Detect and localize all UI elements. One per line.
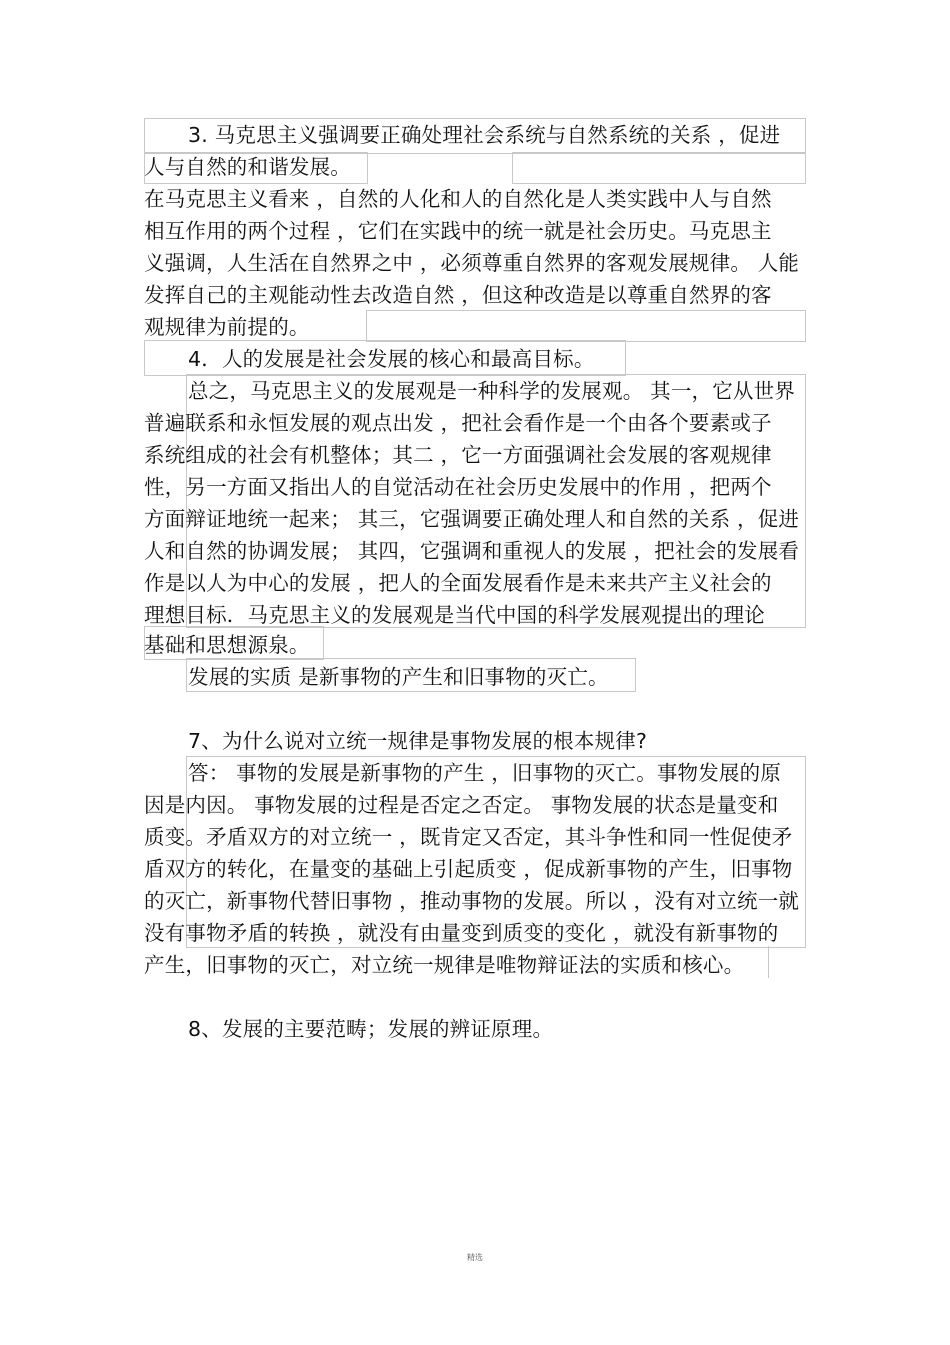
- text-line: 人和自然的协调发展； 其四，它强调和重视人的发展 ，把社会的发展看: [144, 539, 800, 563]
- text-line: 质变。矛盾双方的对立统一 ，既肯定又否定，其斗争性和同一性促使矛: [144, 825, 793, 849]
- text-line: 方面辩证地统一起来； 其三，它强调要正确处理人和自然的关系 ，促进: [144, 507, 800, 531]
- text-line: 没有事物矛盾的转换 ，就没有由量变到质变的变化 ，就没有新事物的: [144, 921, 779, 945]
- text-line: 因是内因。 事物发展的过程是否定之否定。 事物发展的状态是量变和: [144, 793, 779, 817]
- text-line: 理想目标．马克思主义的发展观是当代中国的科学发展观提出的理论: [144, 603, 765, 627]
- frame-box: [512, 152, 806, 184]
- frame-box: [366, 310, 806, 342]
- frame-line: [768, 946, 769, 978]
- text-line: 在马克思主义看来 ，自然的人化和人的自然化是人类实践中人与自然: [144, 187, 772, 211]
- text-line: 发展的实质 是新事物的产生和旧事物的灭亡。: [188, 665, 609, 689]
- text-line: 相互作用的两个过程 ，它们在实践中的统一就是社会历史。马克思主: [144, 219, 772, 243]
- question-heading: 8、发展的主要范畴；发展的辨证原理。: [188, 1017, 554, 1041]
- section-heading: 4．人的发展是社会发展的核心和最高目标。: [188, 347, 595, 371]
- text-line: 基础和思想源泉。: [144, 633, 310, 657]
- text-line: 观规律为前提的。: [144, 315, 310, 339]
- text-line: 盾双方的转化，在量变的基础上引起质变 ，促成新事物的产生，旧事物: [144, 857, 793, 881]
- text-line: 产生，旧事物的灭亡，对立统一规律是唯物辩证法的实质和核心。: [144, 953, 745, 977]
- page-footer: 精选: [467, 1253, 483, 1262]
- text-line: 总之，马克思主义的发展观是一种科学的发展观。 其一，它从世界: [188, 379, 796, 403]
- text-line: 普遍联系和永恒发展的观点出发 ，把社会看作是一个由各个要素或子: [144, 411, 772, 435]
- text-line: 3. 马克思主义强调要正确处理社会系统与自然系统的关系 ，促进: [188, 123, 781, 147]
- text-line: 系统组成的社会有机整体；其二 ，它一方面强调社会发展的客观规律: [144, 443, 772, 467]
- text-line: 作是以人为中心的发展 ，把人的全面发展看作是未来共产主义社会的: [144, 571, 772, 595]
- text-line: 的灭亡，新事物代替旧事物 ，推动事物的发展。所以 ，没有对立统一就: [144, 889, 800, 913]
- question-heading: 7、为什么说对立统一规律是事物发展的根本规律?: [188, 729, 648, 753]
- text-line: 答： 事物的发展是新事物的产生 ，旧事物的灭亡。事物发展的原: [188, 761, 782, 785]
- text-line: 义强调，人生活在自然界之中 ，必须尊重自然界的客观发展规律。 人能: [144, 251, 800, 275]
- text-line: 人与自然的和谐发展。: [144, 155, 351, 179]
- text-line: 性，另一方面又指出人的自觉活动在社会历史发展中的作用 ，把两个: [144, 475, 772, 499]
- text-line: 发挥自己的主观能动性去改造自然 ，但这种改造是以尊重自然界的客: [144, 283, 772, 307]
